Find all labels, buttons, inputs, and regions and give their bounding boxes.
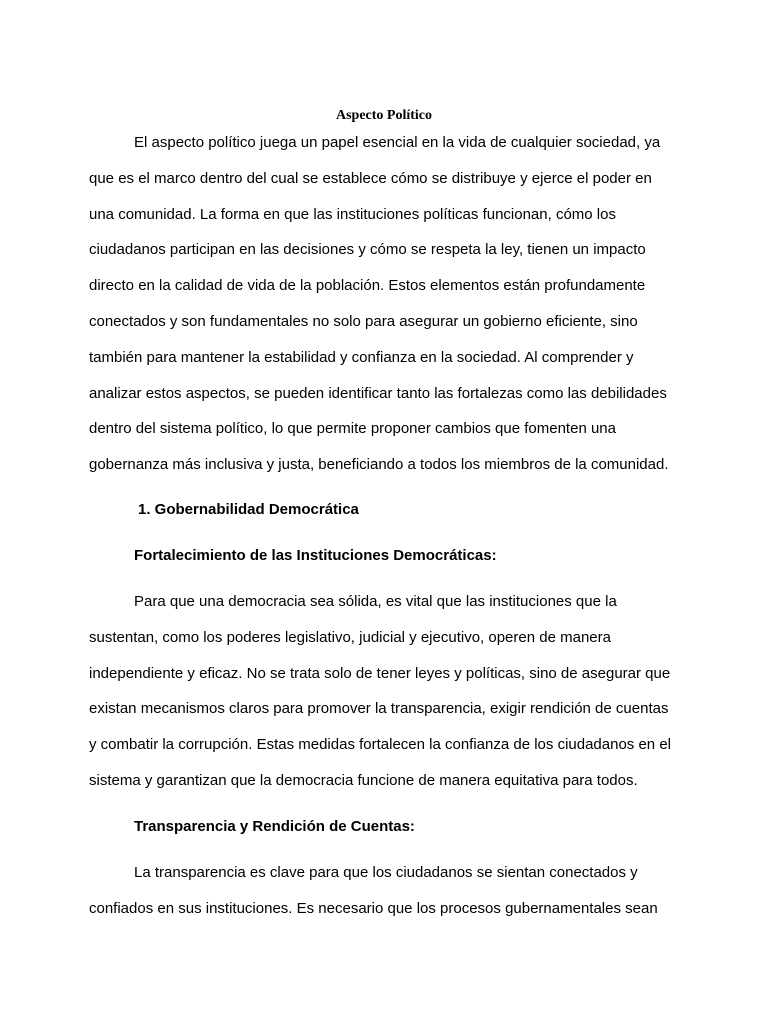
paragraph-line: El aspecto político juega un papel esencial en la vida de cualquier sociedad, ya xyxy=(134,134,661,151)
paragraph-line: dentro del sistema político, lo que permite proponer cambios que fomenten una xyxy=(89,420,616,438)
paragraph-line: también para mantener la estabilidad y confianza en la sociedad. Al comprender y xyxy=(89,348,634,366)
transparency-paragraph xyxy=(89,855,681,927)
subheading-institutions: Fortalecimiento de las Instituciones Democráticas: xyxy=(134,547,497,564)
subheading-transparency: Transparencia y Rendición de Cuentas: xyxy=(134,818,415,835)
paragraph-line: directo en la calidad de vida de la población. Estos elementos están profundamente xyxy=(89,277,646,295)
paragraph-line: Para que una democracia sea sólida, es vital que las instituciones que la xyxy=(134,593,617,610)
paragraph-line: y combatir la corrupción. Estas medidas fortalecen la confianza de los ciudadanos en el xyxy=(89,736,671,754)
paragraph-line: una comunidad. La forma en que las instituciones políticas funcionan, cómo los xyxy=(89,205,616,223)
paragraph-line: conectados y son fundamentales no solo para asegurar un gobierno eficiente, sino xyxy=(89,312,638,330)
paragraph-line: gobernanza más inclusiva y justa, beneficiando a todos los miembros de la comunidad. xyxy=(89,456,669,474)
paragraph-line: existan mecanismos claros para promover la transparencia, exigir rendición de cuentas xyxy=(89,700,669,718)
paragraph-line: sistema y garantizan que la democracia funcione de manera equitativa para todos. xyxy=(89,771,638,789)
paragraph-line: La transparencia es clave para que los ciudadanos se sientan conectados y xyxy=(134,864,638,881)
intro-paragraph xyxy=(89,125,681,483)
paragraph-line: independiente y eficaz. No se trata solo de tener leyes y políticas, sino de asegurar que xyxy=(89,664,671,682)
paragraph-line: que es el marco dentro del cual se establece cómo se distribuye y ejerce el poder en xyxy=(89,169,652,187)
paragraph-line: analizar estos aspectos, se pueden identificar tanto las fortalezas como las debilidades xyxy=(89,384,667,402)
paragraph-line: sustentan, como los poderes legislativo, judicial y ejecutivo, operen de manera xyxy=(89,628,611,646)
paragraph-line: ciudadanos participan en las decisiones y cómo se respeta la ley, tienen un impacto xyxy=(89,241,646,259)
paragraph-line: confiados en sus instituciones. Es necesario que los procesos gubernamentales sean xyxy=(89,899,658,917)
section-heading: 1. Gobernabilidad Democrática xyxy=(138,501,359,518)
institutions-paragraph xyxy=(89,584,681,799)
document-title: Aspecto Político xyxy=(335,108,433,123)
